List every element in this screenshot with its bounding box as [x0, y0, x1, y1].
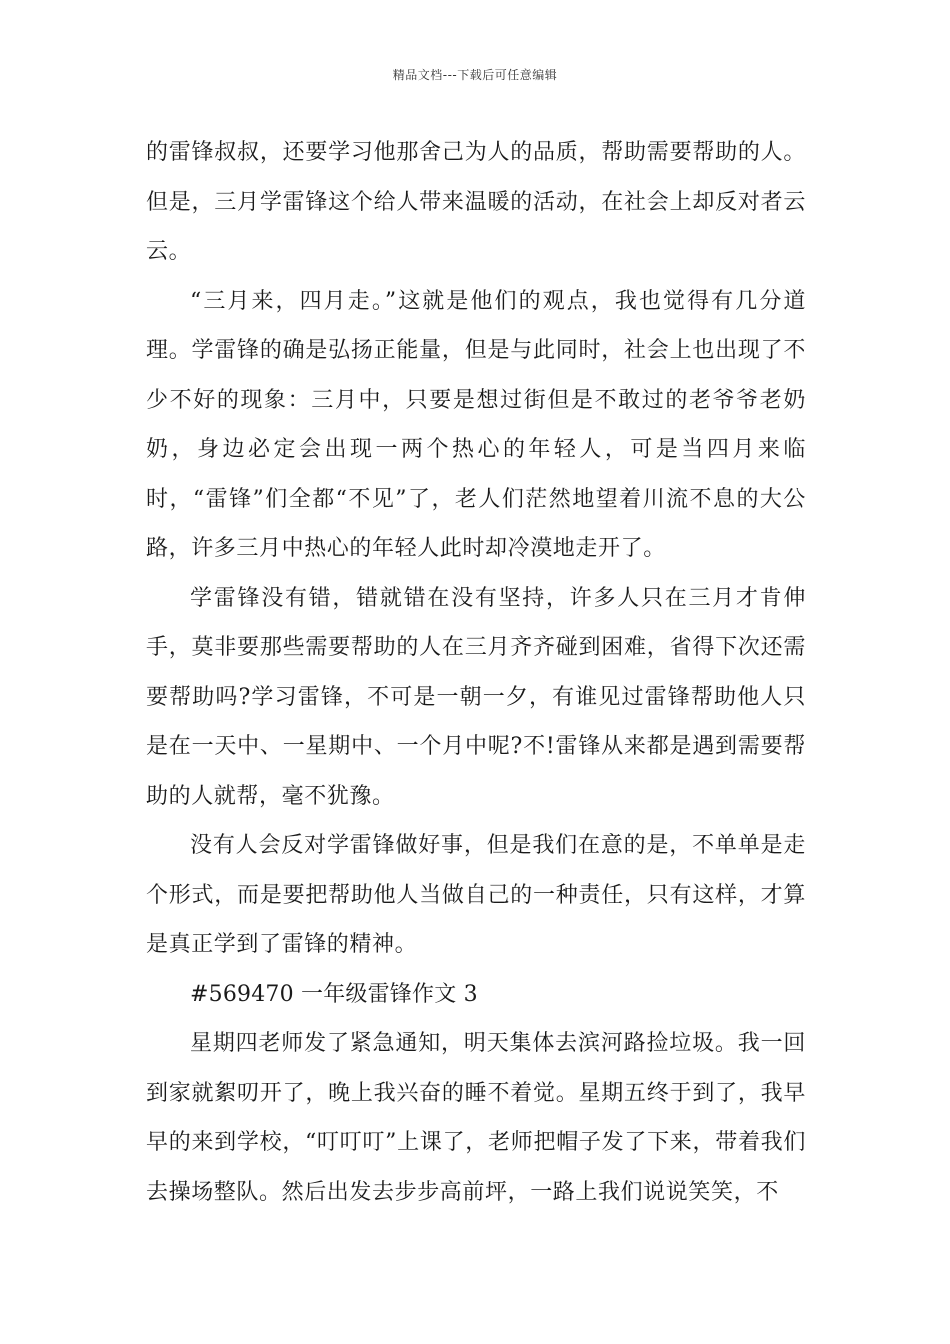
paragraph: 学雷锋没有错，错就错在没有坚持，许多人只在三月才肯伸手，莫非要那些需要帮助的人在三月齐齐碰到困难，省得下次还需要帮助吗?学习雷锋，不可是一朝一夕，有谁见过雷锋帮助他人只是在一天中、一星期中、一个月中呢?不!雷锋从来都是遇到需要帮助的人就帮，毫不犹豫。	[146, 585, 806, 809]
paragraph: 没有人会反对学雷锋做好事，但是我们在意的是，不单单是走个形式，而是要把帮助他人当做自己的一种责任，只有这样，才算是真正学到了雷锋的精神。	[146, 833, 806, 957]
paragraph: 星期四老师发了紧急通知，明天集体去滨河路捡垃圾。我一回到家就絮叨开了，晚上我兴奋的睡不着觉。星期五终于到了，我早早的来到学校，“叮叮叮”上课了，老师把帽子发了下来，带着我们去操场整队。然后出发去步步高前坪，一路上我们说说笑笑，不	[146, 1031, 806, 1205]
page-header: 精品文档---下载后可任意编辑	[392, 68, 558, 82]
paragraph: “三月来，四月走。”这就是他们的观点，我也觉得有几分道理。学雷锋的确是弘扬正能量，但是与此同时，社会上也出现了不少不好的现象：三月中，只要是想过街但是不敢过的老爷爷老奶奶，身边必定会出现一两个热心的年轻人，可是当四月来临时，“雷锋”们全都“不见”了，老人们茫然地望着川流不息的大公路，许多三月中热心的年轻人此时却冷漠地走开了。	[146, 288, 806, 561]
document-body	[146, 128, 806, 1217]
section-heading: #569470 一年级雷锋作文 3	[190, 981, 478, 1007]
paragraph-continuation: 的雷锋叔叔，还要学习他那舍己为人的品质，帮助需要帮助的人。但是，三月学雷锋这个给人带来温暖的活动，在社会上却反对者云云。	[146, 140, 806, 264]
